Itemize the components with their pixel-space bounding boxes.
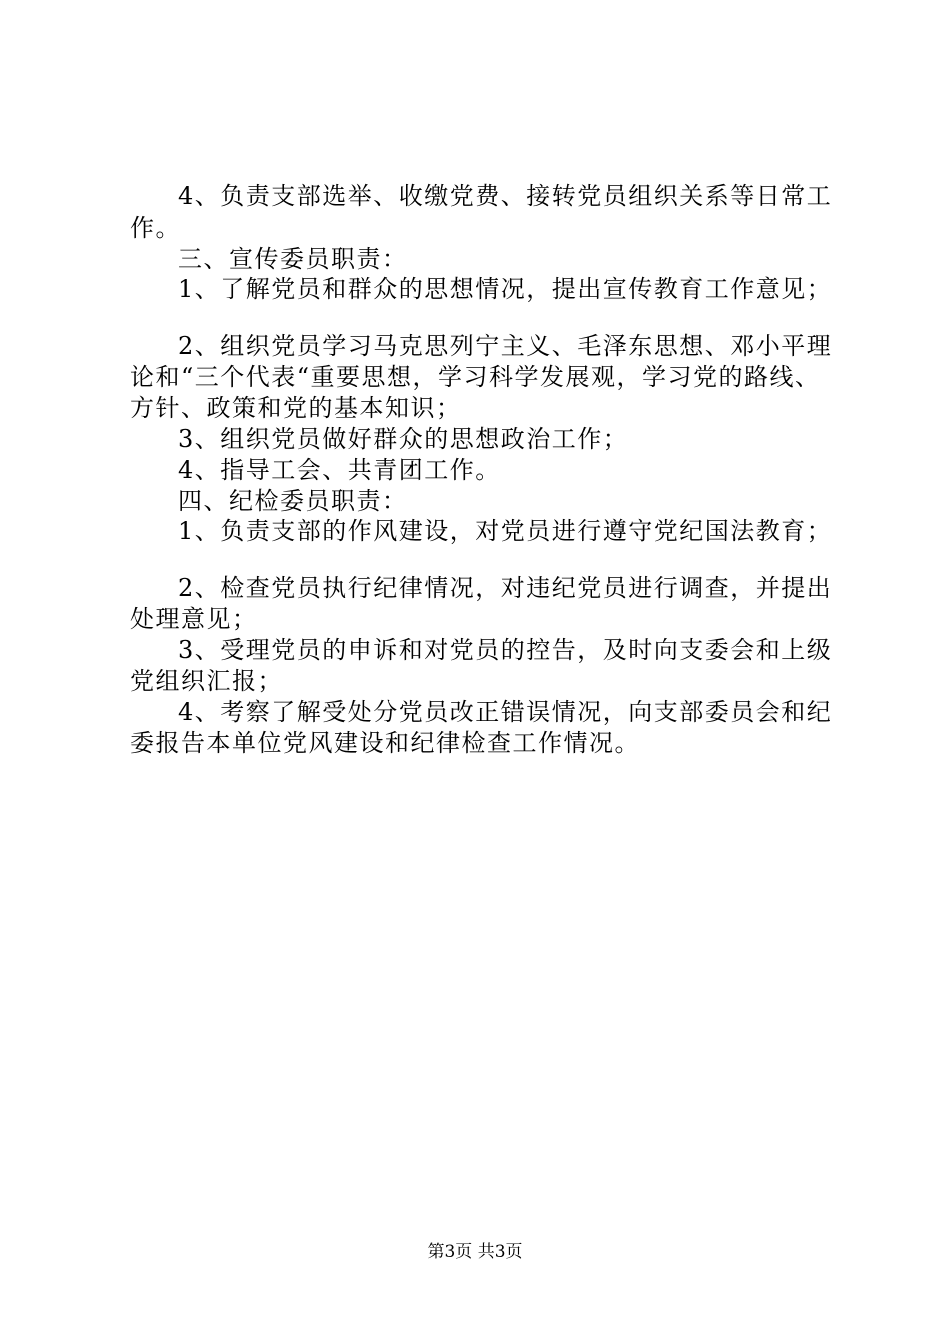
paragraph-line: 4、指导工会、共青团工作。 — [178, 456, 501, 484]
paragraph-line: 委报告本单位党风建设和纪律检查工作情况。 — [130, 729, 640, 757]
paragraph-line: 论和“三个代表“重要思想，学习科学发展观，学习党的路线、 — [130, 363, 821, 391]
paragraph-line: 4、负责支部选举、收缴党费、接转党员组织关系等日常工 — [178, 182, 833, 210]
paragraph-line: 3、组织党员做好群众的思想政治工作； — [178, 425, 629, 453]
paragraph-line: 党组织汇报； — [130, 667, 283, 695]
paragraph-line: 作。 — [130, 214, 181, 242]
section-heading: 四、纪检委员职责： — [178, 487, 408, 515]
paragraph-line: 1、负责支部的作风建设，对党员进行遵守党纪国法教育； — [178, 517, 833, 545]
paragraph-line: 处理意见； — [130, 605, 258, 633]
paragraph-line: 方针、政策和党的基本知识； — [130, 394, 462, 422]
paragraph-line: 3、受理党员的申诉和对党员的控告，及时向支委会和上级 — [178, 636, 833, 664]
paragraph-line: 4、考察了解受处分党员改正错误情况，向支部委员会和纪 — [178, 698, 833, 726]
page-number-footer: 第3页 共3页 — [427, 1242, 523, 1262]
paragraph-line: 2、组织党员学习马克思列宁主义、毛泽东思想、邓小平理 — [178, 332, 833, 360]
paragraph-line: 2、检查党员执行纪律情况，对违纪党员进行调查，并提出 — [178, 574, 833, 602]
section-heading: 三、宣传委员职责： — [178, 245, 408, 273]
paragraph-line: 1、了解党员和群众的思想情况，提出宣传教育工作意见； — [178, 275, 833, 303]
